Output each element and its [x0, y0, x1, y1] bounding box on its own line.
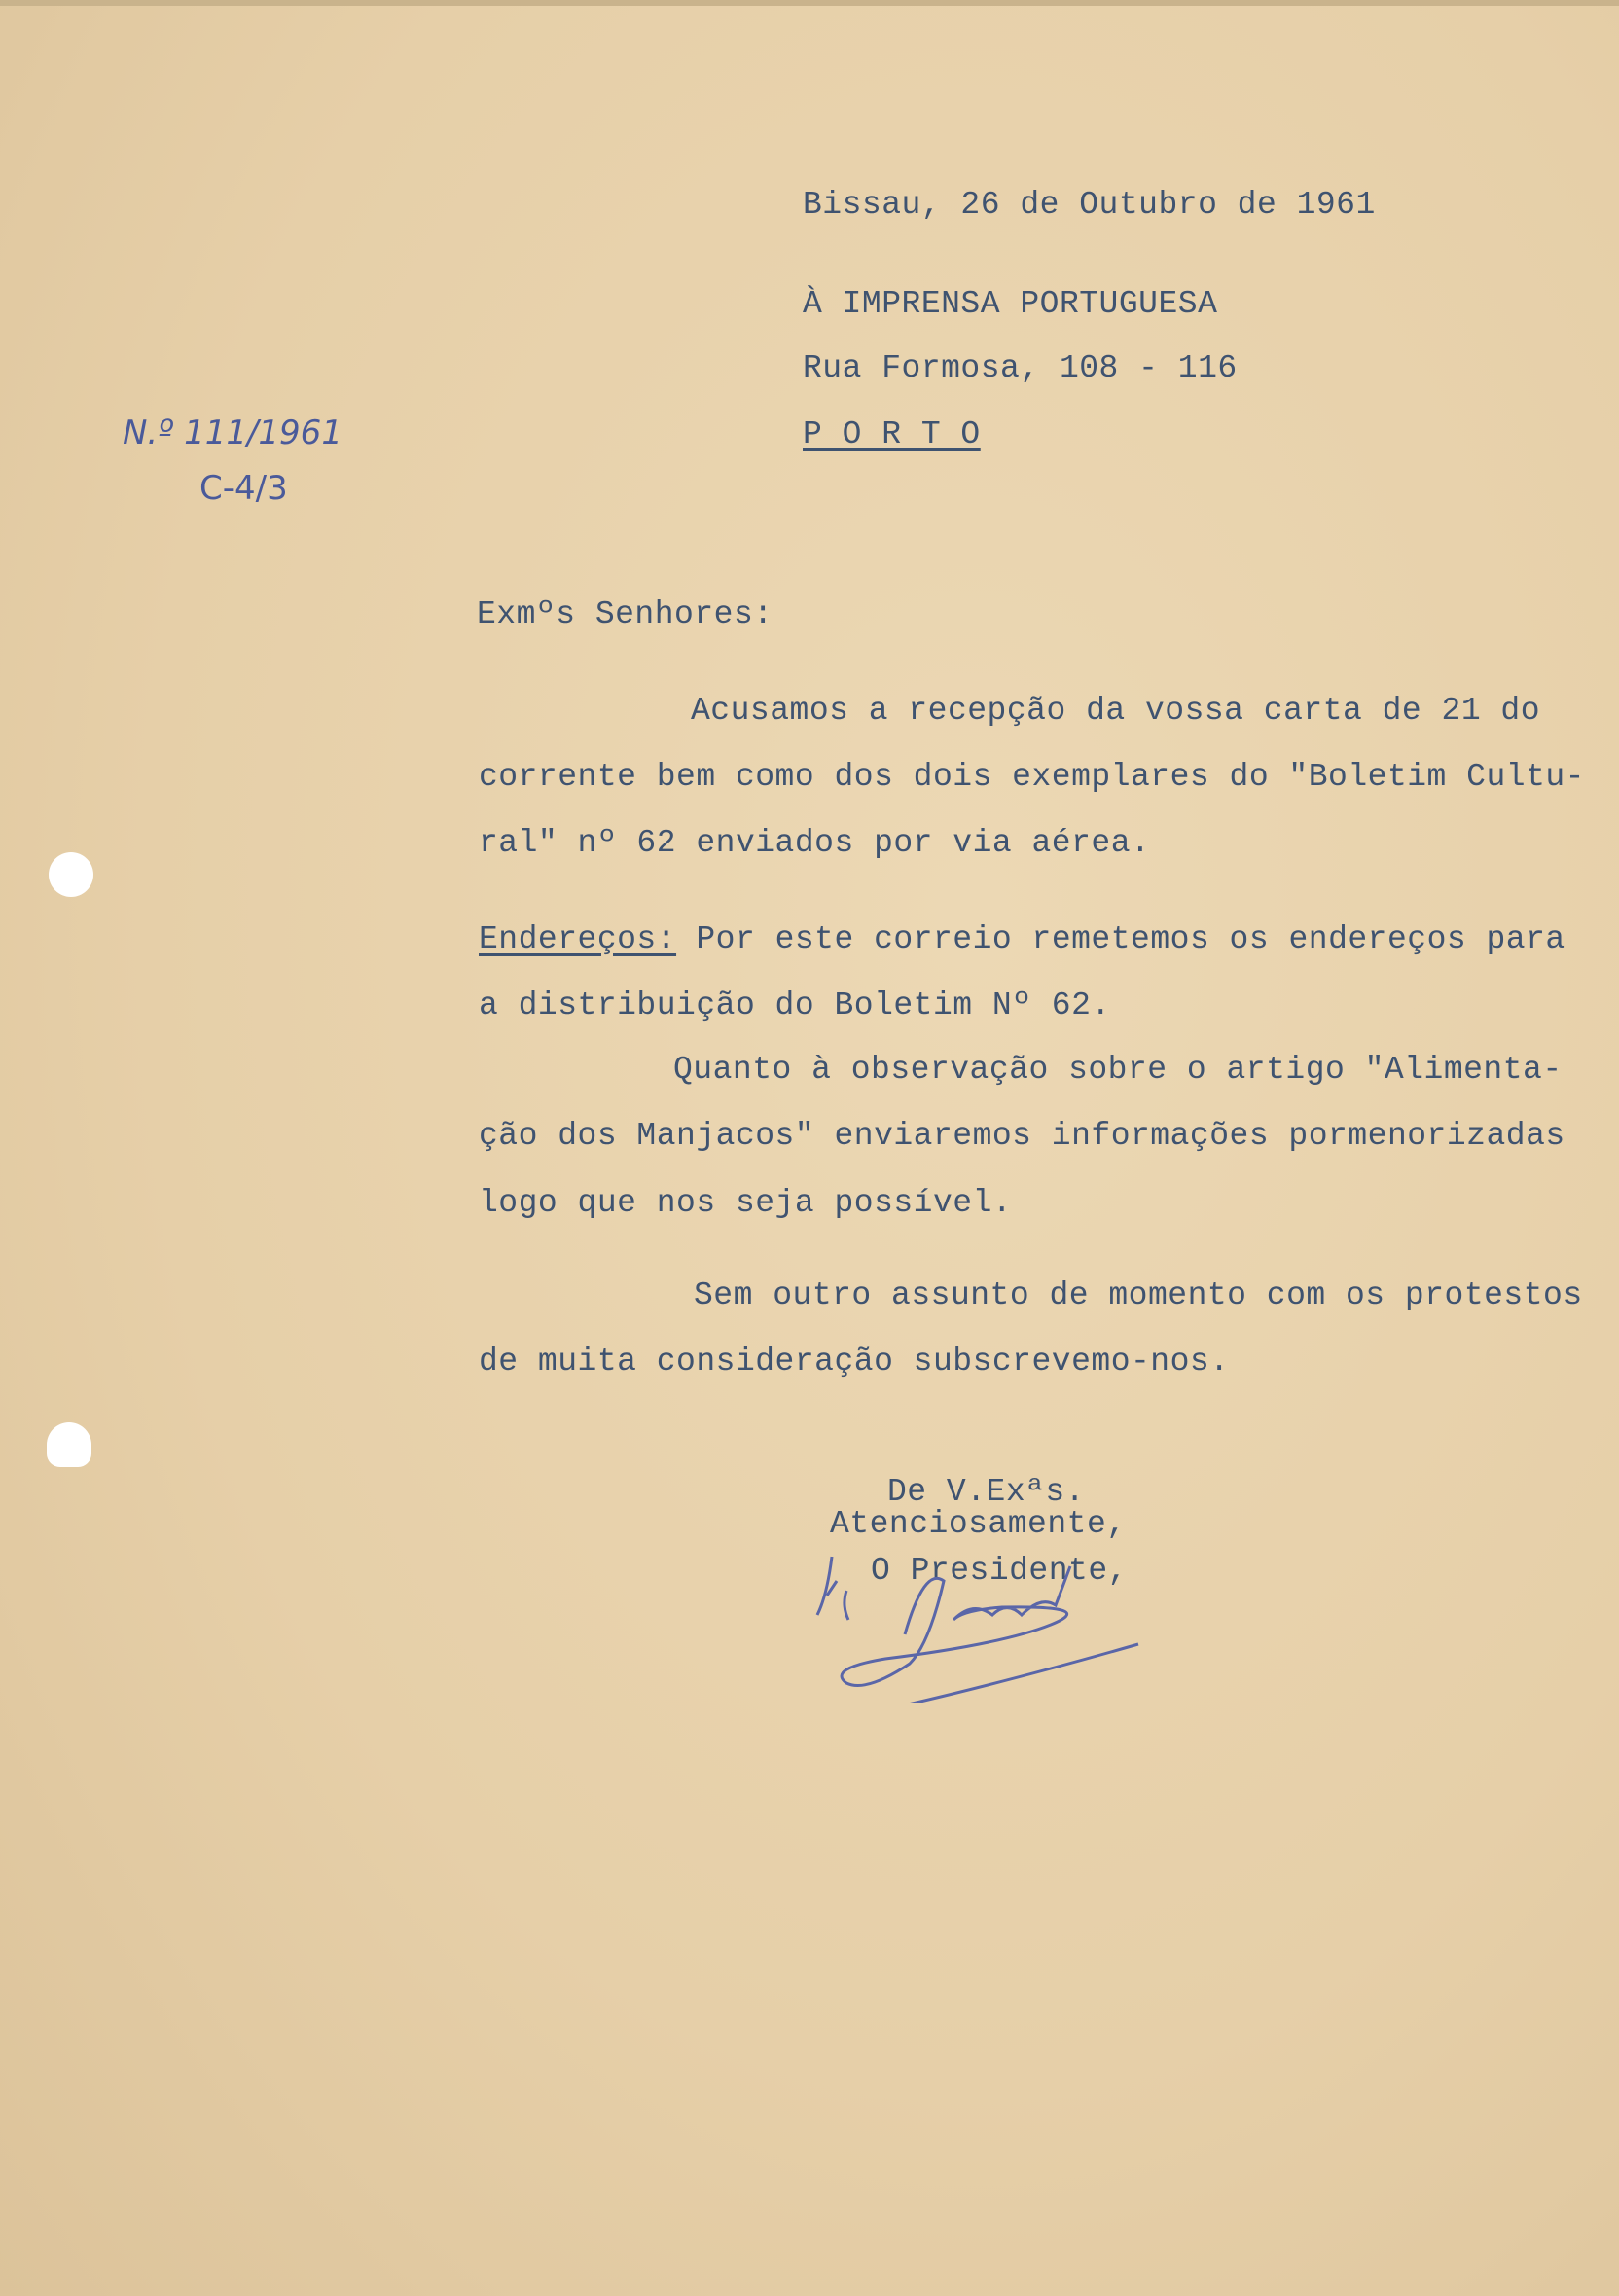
closing-line: De V.Exªs. — [887, 1474, 1086, 1510]
salutation: Exmºs Senhores: — [477, 596, 774, 632]
body-line: Quanto à observação sobre o artigo "Alimenta- — [673, 1052, 1563, 1088]
section-label: Endereços: — [479, 921, 677, 957]
recipient-name: À IMPRENSA PORTUGUESA — [803, 286, 1218, 322]
recipient-street: Rua Formosa, 108 - 116 — [803, 350, 1238, 386]
body-text: Por este correio remetemos os endereços para — [696, 921, 1565, 957]
body-line: ral" nº 62 enviados por via aérea. — [479, 825, 1151, 861]
body-line-addresses — [479, 920, 1565, 959]
recipient-city: P O R T O — [803, 416, 981, 452]
body-line: Sem outro assunto de momento com os protestos — [694, 1277, 1583, 1313]
body-line: a distribuição do Boletim Nº 62. — [479, 987, 1111, 1023]
closing-line: Atenciosamente, — [830, 1506, 1127, 1542]
body-line: corrente bem como dos dois exemplares do "Boletim Cultu- — [479, 759, 1585, 795]
body-line: Acusamos a recepção da vossa carta de 21 do — [691, 693, 1541, 729]
body-line: logo que nos seja possível. — [479, 1185, 1013, 1221]
body-line: ção dos Manjacos" enviaremos informações pormenorizadas — [479, 1118, 1565, 1154]
closing-title: O Presidente, — [871, 1553, 1128, 1589]
punch-hole — [47, 1422, 91, 1467]
punch-hole — [49, 852, 93, 897]
signature — [808, 1498, 1177, 1703]
handwritten-reference-number: N.º 111/1961 — [123, 413, 342, 452]
date-line: Bissau, 26 de Outubro de 1961 — [803, 187, 1376, 223]
handwritten-file-code: C-4/3 — [199, 469, 288, 508]
paper-edge — [0, 0, 1619, 6]
body-line: de muita consideração subscrevemo-nos. — [479, 1344, 1230, 1380]
